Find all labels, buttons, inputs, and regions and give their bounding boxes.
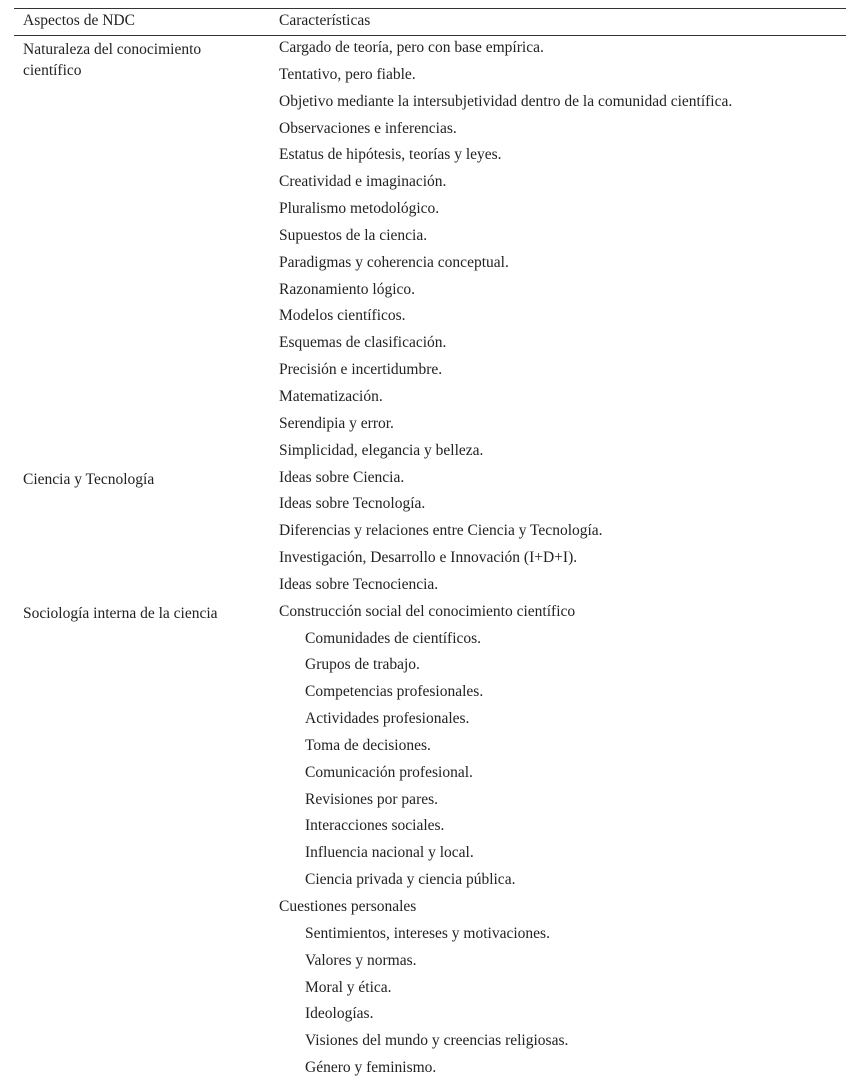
table-row [0,1056,856,1083]
table-row [0,814,856,841]
sub-item: Grupos de trabajo. [305,656,420,674]
table-row [0,197,856,224]
characteristic-item: Diferencias y relaciones entre Ciencia y Tecnología. [279,522,603,540]
table-header [0,9,856,35]
table-row [0,895,856,922]
characteristic-item: Modelos científicos. [279,307,406,325]
characteristic-item: Pluralismo metodológico. [279,200,440,218]
aspect-label: Sociología interna de la ciencia [23,604,218,622]
sub-item: Comunidades de científicos. [305,629,482,647]
sub-item: Competencias profesionales. [305,683,484,701]
sub-item: Ideologías. [305,1005,374,1023]
table-row [0,63,856,90]
sub-item: Sentimientos, intereses y motivaciones. [305,924,550,942]
characteristic-item: Objetivo mediante la intersubjetividad dentro de la comunidad científica. [279,92,733,110]
table-row [0,358,856,385]
characteristic-item: Precisión e incertidumbre. [279,361,443,379]
sub-item: Moral y ética. [305,978,392,996]
table-row [0,841,856,868]
characteristic-item: Ideas sobre Tecnología. [279,495,426,513]
table-row [0,492,856,519]
sub-item: Género y feminismo. [305,1059,437,1077]
sub-item: Revisiones por pares. [305,790,439,808]
table-row [0,1029,856,1056]
table-row [0,627,856,654]
characteristic-item: Creatividad e imaginación. [279,173,447,191]
table-row [0,90,856,117]
characteristic-item: Investigación, Desarrollo e Innovación (I+D+I). [279,549,578,567]
sub-item: Ciencia privada y ciencia pública. [305,871,516,889]
table-row [0,707,856,734]
characteristic-item: Estatus de hipótesis, teorías y leyes. [279,146,502,164]
table-row [0,143,856,170]
sub-item: Influencia nacional y local. [305,844,474,862]
aspect-label: Ciencia y Tecnología [23,470,155,488]
table-row [0,412,856,439]
header-aspects: Aspectos de NDC [23,12,135,29]
table-row [0,949,856,976]
characteristic-item: Supuestos de la ciencia. [279,226,428,244]
table-body [0,36,856,1083]
characteristic-item: Ideas sobre Tecnociencia. [279,575,439,593]
table-row [0,251,856,278]
table-row [0,680,856,707]
table-row [0,466,856,493]
characteristic-item: Simplicidad, elegancia y belleza. [279,441,484,459]
aspect-label: Naturaleza del conocimiento científico [23,41,202,79]
table-row [0,600,856,627]
characteristic-item: Cargado de teoría, pero con base empírica. [279,39,544,56]
table-row [0,331,856,358]
characteristic-item: Tentativo, pero fiable. [279,65,416,83]
table-row [0,788,856,815]
characteristic-item: Serendipia y error. [279,414,394,432]
characteristic-item: Ideas sobre Ciencia. [279,468,405,486]
section-title: Cuestiones personales [279,898,417,915]
characteristic-item: Matematización. [279,387,383,405]
table-row [0,922,856,949]
sub-item: Toma de decisiones. [305,736,431,754]
sub-item: Valores y normas. [305,951,417,969]
characteristic-item: Razonamiento lógico. [279,280,416,298]
table-row [0,117,856,144]
characteristic-item: Paradigmas y coherencia conceptual. [279,253,509,271]
sub-item: Actividades profesionales. [305,710,470,728]
table-row [0,976,856,1003]
header-characteristics: Características [279,12,371,29]
sub-item: Visiones del mundo y creencias religiosas. [305,1032,569,1050]
table-row [0,1002,856,1029]
sub-item: Interacciones sociales. [305,817,445,835]
section-title: Construcción social del conocimiento científico [279,602,576,620]
table-row [0,573,856,600]
table-row [0,304,856,331]
table-row [0,653,856,680]
table-row [0,734,856,761]
table-row [0,278,856,305]
characteristic-item: Observaciones e inferencias. [279,119,457,137]
characteristic-item: Esquemas de clasificación. [279,334,447,352]
table-row [0,868,856,895]
table-row [0,224,856,251]
sub-item: Comunicación profesional. [305,763,473,781]
table-row [0,439,856,466]
table-row [0,519,856,546]
table-row [0,761,856,788]
table-row [0,170,856,197]
table-row [0,385,856,412]
table-row [0,546,856,573]
